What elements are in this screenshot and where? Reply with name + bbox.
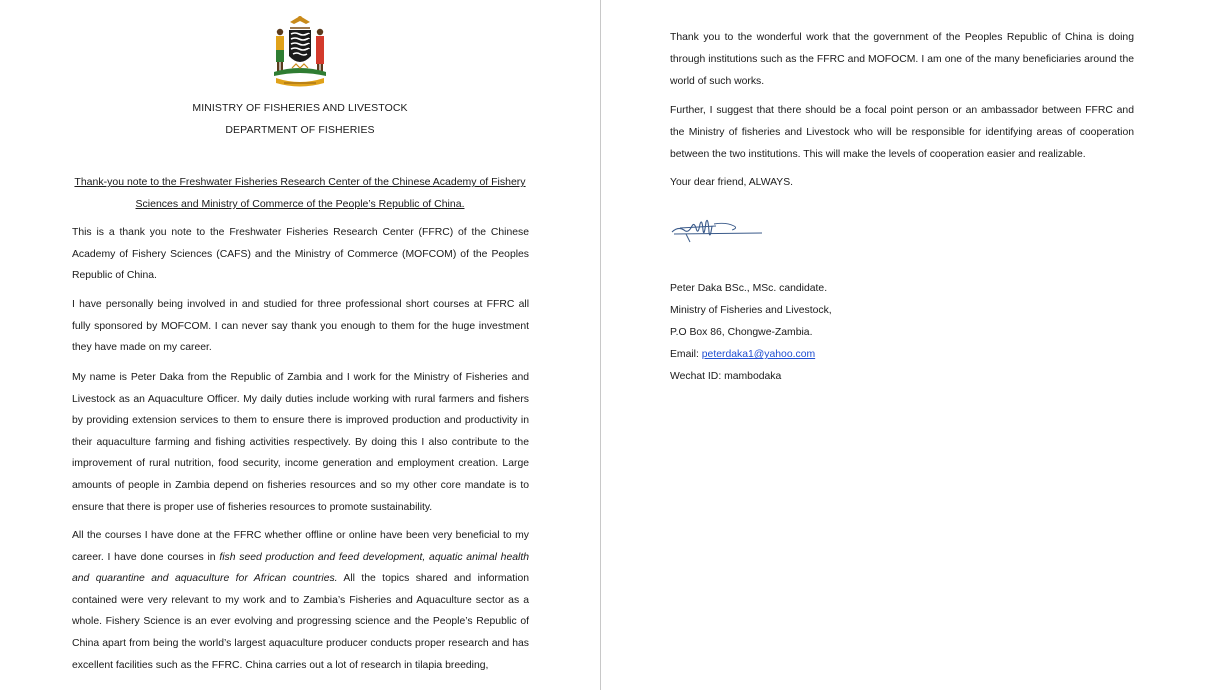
paragraph-suggestion: Further, I suggest that there should be a focal point person or an ambassador between FFRC and the Ministry of fisheries and Livestock who will be responsible for identifying areas of cooperation between the two institutions. This will make the levels of cooperation easier and realizable. [670,105,1134,160]
ministry-heading: MINISTRY OF FISHERIES AND LIVESTOCK [192,102,408,114]
signatory-address: P.O Box 86, Chongwe-Zambia. [670,327,813,338]
signatory-name: Peter Daka BSc., MSc. candidate. [670,283,828,294]
subject-line-2: Sciences and Ministry of Commerce of the People’s Republic of China. [135,198,465,210]
letter-subject [60,171,540,215]
email-link[interactable]: peterdaka1@yahoo.com [701,349,816,360]
paragraph-courses-benefits [72,525,529,676]
paragraph-introduction: My name is Peter Daka from the Republic of Zambia and I work for the Ministry of Fisheries and Livestock as an Aquaculture Officer. My daily duties include working with rural farmers and fishers by providing extension services to them to ensure there is improved production and productivity in their aquaculture farming and fishing activities respectively. By doing this I also contribute to the improvement of rural nutrition, food security, income generation and employment creation. Large amounts of people in Zambia depend on fisheries resources and so my other core mandate is to ensure that there is proper use of fisheries resources to promote sustainability. [72,372,529,513]
email-label: Email: [670,349,702,360]
page-left [0,0,600,690]
page-right [601,0,1206,690]
handwritten-signature [670,212,766,246]
subject-line-1: Thank-you note to the Freshwater Fisheries Research Center of the Chinese Academy of Fishery [74,176,526,188]
paragraph-gratitude: Thank you to the wonderful work that the government of the Peoples Republic of China is doing through institutions such as the FFRC and MOFOCM. I am one of the many beneficiaries around the world of such works. [670,32,1134,87]
zambia-coat-of-arms-emblem [268,12,332,90]
signatory-email [670,344,815,366]
paragraph-thank-you-note: This is a thank you note to the Freshwater Fisheries Research Center (FFRC) of the Chinese Academy of Fishery Sciences (CAFS) and the Ministry of Commerce (MOFCOM) of the Peoples Republic of China. [72,227,529,282]
signatory-wechat: Wechat ID: mambodaka [670,371,782,382]
department-heading: DEPARTMENT OF FISHERIES [225,124,375,136]
signatory-ministry: Ministry of Fisheries and Livestock, [670,305,832,316]
closing-line: Your dear friend, ALWAYS. [670,177,794,188]
courses-text-end: All the topics shared and information contained were very relevant to my work and to Zambia’s Fisheries and Aquaculture sector as a whole. Fishery Science is an ever evolving and progressing science and the People’s Republic of China apart from being the world’s largest aquaculture producer conducts proper research and has excellent facilities such as the FFRC. China carries out a lot of research in tilapia breeding, [72,573,530,671]
paragraph-short-courses: I have personally being involved in and studied for three professional short courses at FFRC all fully sponsored by MOFCOM. I can never say thank you enough to them for the huge investment they have made on my career. [72,299,529,354]
courses-list-italic: fish seed production and feed development, aquatic animal health and quarantine and aquaculture for African countries. [72,551,529,585]
courses-text-start: All the courses I have done at the FFRC whether offline or online have been very beneficial to my career. I have done courses in [72,530,529,563]
